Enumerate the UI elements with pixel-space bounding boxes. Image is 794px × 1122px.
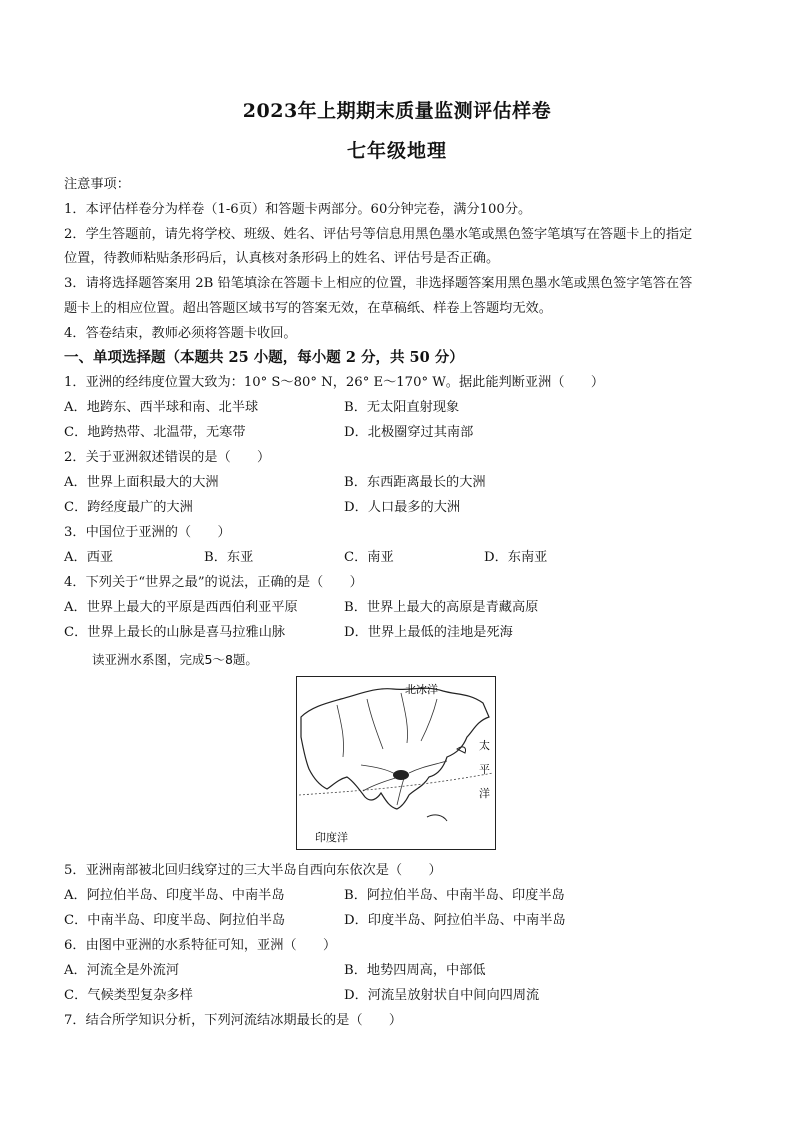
question-4-stem: 4．下列关于“世界之最”的说法，正确的是（ ） [64, 575, 363, 590]
question-3-option-b: B．东亚 [204, 550, 254, 565]
question-1-option-a: A．地跨东、西半球和南、北半球 [64, 400, 259, 415]
river-1 [337, 705, 344, 757]
notice-item-1: 1．本评估样卷分为样卷（1-6页）和答题卡两部分。60分钟完卷，满分100分。 [64, 202, 532, 217]
question-1-option-c: C．地跨热带、北温带，无寒带 [64, 425, 246, 440]
question-6-option-c: C．气候类型复杂多样 [64, 988, 193, 1003]
question-1-stem: 1．亚洲的经纬度位置大致为：10° S～80° N，26° E～170° W。据此能判断亚洲（ ） [64, 375, 605, 390]
section-title: 一、单项选择题（本题共 25 小题，每小题 2 分，共 50 分） [64, 349, 464, 366]
river-5 [409, 761, 447, 773]
map-label-pacific-1: 太 [479, 739, 490, 752]
plateau-mark [393, 770, 409, 780]
question-7-stem: 7．结合所学知识分析，下列河流结冰期最长的是（ ） [64, 1013, 403, 1028]
question-6-stem: 6．由图中亚洲的水系特征可知，亚洲（ ） [64, 938, 337, 953]
notice-item-2-cont: 位置，待教师粘贴条形码后，认真核对条形码上的姓名、评估号是否正确。 [64, 251, 500, 266]
notice-item-4: 4．答卷结束，教师必须将答题卡收回。 [64, 326, 297, 341]
asia-coastline [301, 688, 489, 809]
question-5-option-d: D．印度半岛、阿拉伯半岛、中南半岛 [344, 913, 566, 928]
island-south [427, 815, 447, 821]
map-read-prompt: 读亚洲水系图，完成5～8题。 [92, 652, 258, 667]
map-label-indian: 印度洋 [315, 831, 348, 844]
notice-heading: 注意事项： [64, 177, 130, 192]
asia-river-map [296, 676, 496, 850]
question-3-option-d: D．东南亚 [484, 550, 548, 565]
question-2-option-c: C．跨经度最广的大洲 [64, 500, 193, 515]
exam-subject: 七年级地理 [346, 140, 447, 162]
question-6-option-d: D．河流呈放射状自中间向四周流 [344, 988, 540, 1003]
notice-item-3: 3．请将选择题答案用 2B 铅笔填涂在答题卡上相应的位置，非选择题答案用黑色墨水笔或黑色签字笔答在答 [64, 276, 693, 291]
river-4 [421, 699, 437, 741]
question-4-option-d: D．世界上最低的洼地是死海 [344, 625, 513, 640]
map-label-pacific-3: 洋 [479, 787, 490, 800]
question-3-option-a: A．西亚 [64, 550, 114, 565]
question-6-option-b: B．地势四周高，中部低 [344, 963, 486, 978]
question-3-option-c: C．南亚 [344, 550, 394, 565]
question-2-option-d: D．人口最多的大洲 [344, 500, 461, 515]
exam-title: 2023年上期期末质量监测评估样卷 [242, 100, 552, 122]
question-4-option-b: B．世界上最大的高原是青藏高原 [344, 600, 539, 615]
question-1-option-b: B．无太阳直射现象 [344, 400, 460, 415]
river-8 [361, 765, 397, 775]
question-5-stem: 5．亚洲南部被北回归线穿过的三大半岛自西向东依次是（ ） [64, 863, 442, 878]
asia-map-drawing [297, 677, 495, 849]
notice-item-3-cont: 题卡上的相应位置。超出答题区域书写的答案无效，在草稿纸、样卷上答题均无效。 [64, 301, 552, 316]
question-6-option-a: A．河流全是外流河 [64, 963, 180, 978]
question-2-stem: 2．关于亚洲叙述错误的是（ ） [64, 450, 271, 465]
question-5-option-c: C．中南半岛、印度半岛、阿拉伯半岛 [64, 913, 286, 928]
notice-item-2: 2．学生答题前，请先将学校、班级、姓名、评估号等信息用黑色墨水笔或黑色签字笔填写在答题卡上的指定 [64, 227, 693, 242]
question-4-option-c: C．世界上最长的山脉是喜马拉雅山脉 [64, 625, 286, 640]
question-2-option-a: A．世界上面积最大的大洲 [64, 475, 219, 490]
question-2-option-b: B．东西距离最长的大洲 [344, 475, 486, 490]
map-label-pacific-2: 平 [479, 763, 490, 776]
question-5-option-b: B．阿拉伯半岛、中南半岛、印度半岛 [344, 888, 565, 903]
river-7 [363, 777, 399, 791]
question-5-option-a: A．阿拉伯半岛、印度半岛、中南半岛 [64, 888, 285, 903]
river-2 [367, 699, 383, 749]
question-3-stem: 3．中国位于亚洲的（ ） [64, 525, 231, 540]
question-4-option-a: A．世界上最大的平原是西西伯利亚平原 [64, 600, 298, 615]
question-1-option-d: D．北极圈穿过其南部 [344, 425, 474, 440]
island-japan [457, 747, 466, 753]
river-3 [401, 693, 408, 743]
map-label-arctic: 北冰洋 [405, 683, 438, 696]
